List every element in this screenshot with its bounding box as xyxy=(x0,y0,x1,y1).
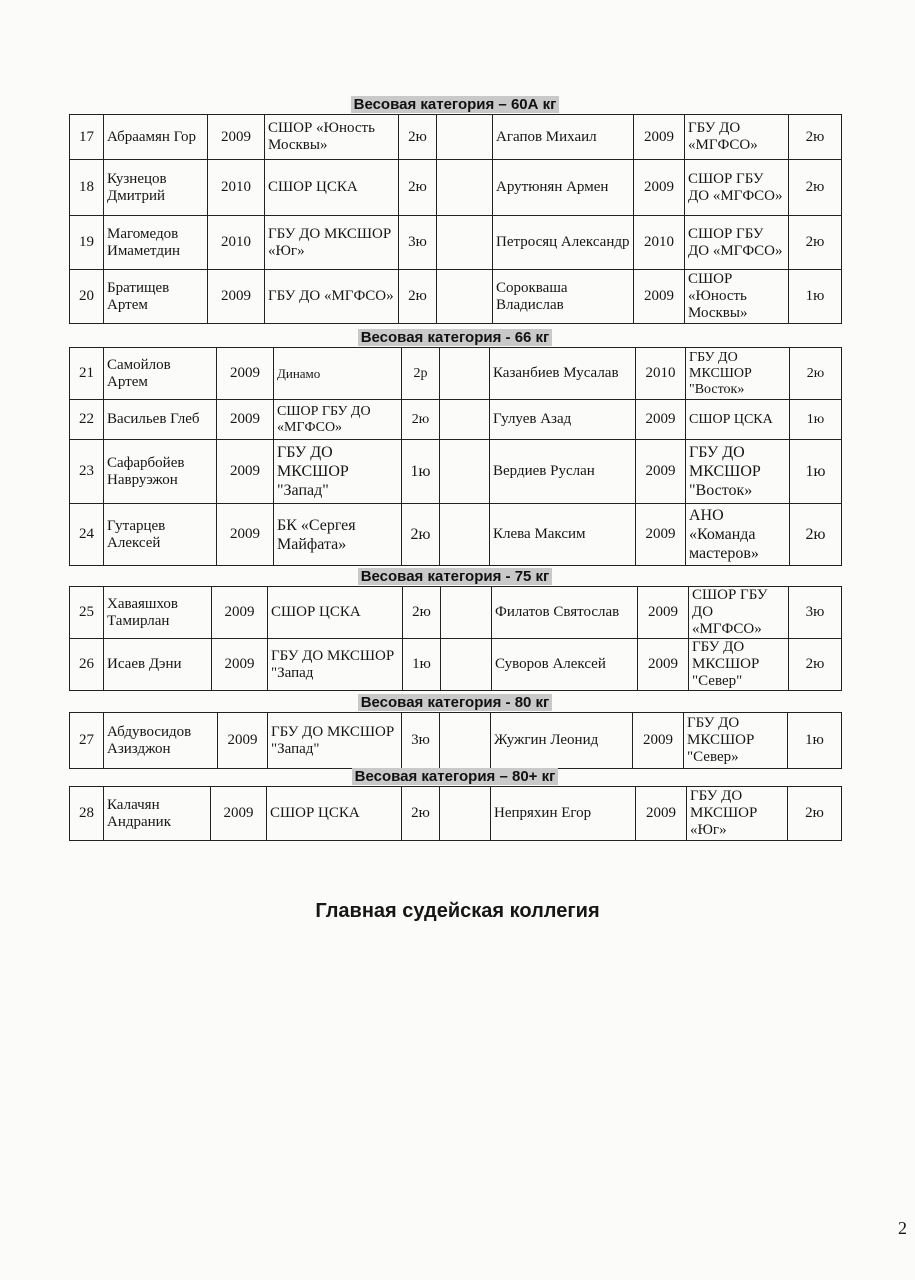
rank: 2ю xyxy=(402,400,440,440)
weight-section-66 xyxy=(69,329,841,566)
club: ГБУ ДО МКСШОР "Запад xyxy=(268,639,403,691)
birth-year: 2009 xyxy=(212,587,268,639)
bout-number: 19 xyxy=(70,216,104,270)
rank: 3ю xyxy=(399,216,437,270)
club: БК «Сергея Майфата» xyxy=(274,504,402,566)
table-row xyxy=(70,639,842,691)
empty-cell xyxy=(440,787,491,841)
opponent-birth-year: 2009 xyxy=(636,440,686,504)
opponent-birth-year: 2010 xyxy=(636,348,686,400)
opponent-birth-year: 2009 xyxy=(638,639,689,691)
opponent-club: ГБУ ДО МКСШОР "Север" xyxy=(689,639,789,691)
opponent-birth-year: 2009 xyxy=(636,787,687,841)
empty-cell xyxy=(440,348,490,400)
opponent-birth-year: 2009 xyxy=(634,270,685,324)
opponent-rank: 1ю xyxy=(788,713,842,769)
table-row xyxy=(70,115,842,160)
birth-year: 2009 xyxy=(217,440,274,504)
empty-cell xyxy=(440,504,490,566)
opponent-birth-year: 2009 xyxy=(634,160,685,216)
table-row xyxy=(70,713,842,769)
empty-cell xyxy=(440,440,490,504)
opponent-name: Непряхин Егор xyxy=(491,787,636,841)
opponent-name: Суворов Алексей xyxy=(492,639,638,691)
opponent-birth-year: 2009 xyxy=(634,115,685,160)
opponent-rank: 2ю xyxy=(788,787,842,841)
opponent-name: Арутюнян Армен xyxy=(493,160,634,216)
athlete-name: Гутарцев Алексей xyxy=(104,504,217,566)
table-row xyxy=(70,440,842,504)
bout-number: 26 xyxy=(70,639,104,691)
empty-cell xyxy=(440,400,490,440)
opponent-name: Филатов Святослав xyxy=(492,587,638,639)
opponent-name: Вердиев Руслан xyxy=(490,440,636,504)
weight-section-80-plus xyxy=(69,768,841,841)
table-row xyxy=(70,270,842,324)
opponent-rank: 1ю xyxy=(790,400,842,440)
athlete-name: Магомедов Имаметдин xyxy=(104,216,208,270)
table-row xyxy=(70,400,842,440)
rank: 2ю xyxy=(402,787,440,841)
opponent-club: ГБУ ДО МКСШОР "Восток» xyxy=(686,440,790,504)
opponent-club: СШОР ГБУ ДО «МГФСО» xyxy=(685,160,789,216)
athlete-name: Абраамян Гор xyxy=(104,115,208,160)
empty-cell xyxy=(440,713,491,769)
bout-table xyxy=(69,786,842,841)
athlete-name: Калачян Андраник xyxy=(104,787,211,841)
bout-number: 24 xyxy=(70,504,104,566)
club: СШОР ЦСКА xyxy=(265,160,399,216)
opponent-birth-year: 2010 xyxy=(634,216,685,270)
athlete-name: Самойлов Артем xyxy=(104,348,217,400)
category-heading: Весовая категория – 80+ кг xyxy=(69,768,841,786)
birth-year: 2009 xyxy=(217,400,274,440)
bout-table xyxy=(69,586,842,691)
birth-year: 2009 xyxy=(211,787,267,841)
birth-year: 2009 xyxy=(208,270,265,324)
bout-table xyxy=(69,712,842,769)
club: СШОР ГБУ ДО «МГФСО» xyxy=(274,400,402,440)
athlete-name: Сафарбойев Навруэжон xyxy=(104,440,217,504)
club: ГБУ ДО МКСШОР "Запад" xyxy=(268,713,402,769)
opponent-birth-year: 2009 xyxy=(633,713,684,769)
rank: 1ю xyxy=(403,639,441,691)
opponent-birth-year: 2009 xyxy=(638,587,689,639)
opponent-name: Казанбиев Мусалав xyxy=(490,348,636,400)
opponent-name: Агапов Михаил xyxy=(493,115,634,160)
opponent-club: СШОР ГБУ ДО «МГФСО» xyxy=(689,587,789,639)
birth-year: 2010 xyxy=(208,216,265,270)
opponent-club: СШОР «Юность Москвы» xyxy=(685,270,789,324)
birth-year: 2009 xyxy=(208,115,265,160)
opponent-rank: 2ю xyxy=(789,216,842,270)
opponent-name: Сорокваша Владислав xyxy=(493,270,634,324)
opponent-birth-year: 2009 xyxy=(636,504,686,566)
club: ГБУ ДО МКСШОР «Юг» xyxy=(265,216,399,270)
birth-year: 2009 xyxy=(212,639,268,691)
bout-number: 20 xyxy=(70,270,104,324)
rank: 3ю xyxy=(402,713,440,769)
page-number: 2 xyxy=(898,1218,907,1238)
opponent-rank: 2ю xyxy=(789,639,842,691)
opponent-club: СШОР ЦСКА xyxy=(686,400,790,440)
bout-number: 21 xyxy=(70,348,104,400)
opponent-club: СШОР ГБУ ДО «МГФСО» xyxy=(685,216,789,270)
table-row xyxy=(70,348,842,400)
club: СШОР ЦСКА xyxy=(267,787,402,841)
athlete-name: Исаев Дэни xyxy=(104,639,212,691)
bout-number: 23 xyxy=(70,440,104,504)
empty-cell xyxy=(437,270,493,324)
club: СШОР ЦСКА xyxy=(268,587,403,639)
opponent-name: Петросяц Александр xyxy=(493,216,634,270)
opponent-rank: 2ю xyxy=(790,348,842,400)
club: Динамо xyxy=(274,348,402,400)
opponent-club: ГБУ ДО МКСШОР "Восток» xyxy=(686,348,790,400)
opponent-rank: 2ю xyxy=(790,504,842,566)
opponent-club: ГБУ ДО «МГФСО» xyxy=(685,115,789,160)
bout-table xyxy=(69,347,842,566)
empty-cell xyxy=(437,160,493,216)
rank: 2р xyxy=(402,348,440,400)
table-row xyxy=(70,216,842,270)
opponent-club: АНО «Команда мастеров» xyxy=(686,504,790,566)
category-heading: Весовая категория – 60А кг xyxy=(69,96,841,114)
bout-number: 18 xyxy=(70,160,104,216)
athlete-name: Кузнецов Дмитрий xyxy=(104,160,208,216)
rank: 2ю xyxy=(403,587,441,639)
club: ГБУ ДО МКСШОР "Запад" xyxy=(274,440,402,504)
bout-number: 28 xyxy=(70,787,104,841)
bout-number: 27 xyxy=(70,713,104,769)
bout-number: 22 xyxy=(70,400,104,440)
opponent-birth-year: 2009 xyxy=(636,400,686,440)
weight-section-60a xyxy=(69,96,841,324)
bout-number: 25 xyxy=(70,587,104,639)
bout-number: 17 xyxy=(70,115,104,160)
athlete-name: Хаваяшхов Тамирлан xyxy=(104,587,212,639)
athlete-name: Васильев Глеб xyxy=(104,400,217,440)
birth-year: 2009 xyxy=(217,504,274,566)
opponent-rank: 3ю xyxy=(789,587,842,639)
opponent-rank: 1ю xyxy=(789,270,842,324)
empty-cell xyxy=(441,587,492,639)
rank: 2ю xyxy=(399,160,437,216)
empty-cell xyxy=(437,115,493,160)
empty-cell xyxy=(441,639,492,691)
athlete-name: Абдувосидов Азизджон xyxy=(104,713,218,769)
table-row xyxy=(70,787,842,841)
judges-panel-title: Главная судейская коллегия xyxy=(315,900,600,922)
category-heading: Весовая категория - 75 кг xyxy=(69,568,841,586)
birth-year: 2009 xyxy=(218,713,268,769)
rank: 2ю xyxy=(399,270,437,324)
athlete-name: Братищев Артем xyxy=(104,270,208,324)
table-row xyxy=(70,160,842,216)
opponent-name: Гулуев Азад xyxy=(490,400,636,440)
bout-table xyxy=(69,114,842,324)
opponent-name: Клева Максим xyxy=(490,504,636,566)
opponent-rank: 2ю xyxy=(789,160,842,216)
birth-year: 2009 xyxy=(217,348,274,400)
table-row xyxy=(70,504,842,566)
table-row xyxy=(70,587,842,639)
category-heading: Весовая категория - 80 кг xyxy=(69,694,841,712)
rank: 1ю xyxy=(402,440,440,504)
club: СШОР «Юность Москвы» xyxy=(265,115,399,160)
empty-cell xyxy=(437,216,493,270)
opponent-club: ГБУ ДО МКСШОР "Север» xyxy=(684,713,788,769)
category-heading: Весовая категория - 66 кг xyxy=(69,329,841,347)
opponent-club: ГБУ ДО МКСШОР «Юг» xyxy=(687,787,788,841)
opponent-rank: 1ю xyxy=(790,440,842,504)
rank: 2ю xyxy=(402,504,440,566)
rank: 2ю xyxy=(399,115,437,160)
opponent-rank: 2ю xyxy=(789,115,842,160)
opponent-name: Жужгин Леонид xyxy=(491,713,633,769)
weight-section-75 xyxy=(69,568,841,691)
club: ГБУ ДО «МГФСО» xyxy=(265,270,399,324)
birth-year: 2010 xyxy=(208,160,265,216)
weight-section-80 xyxy=(69,694,841,769)
